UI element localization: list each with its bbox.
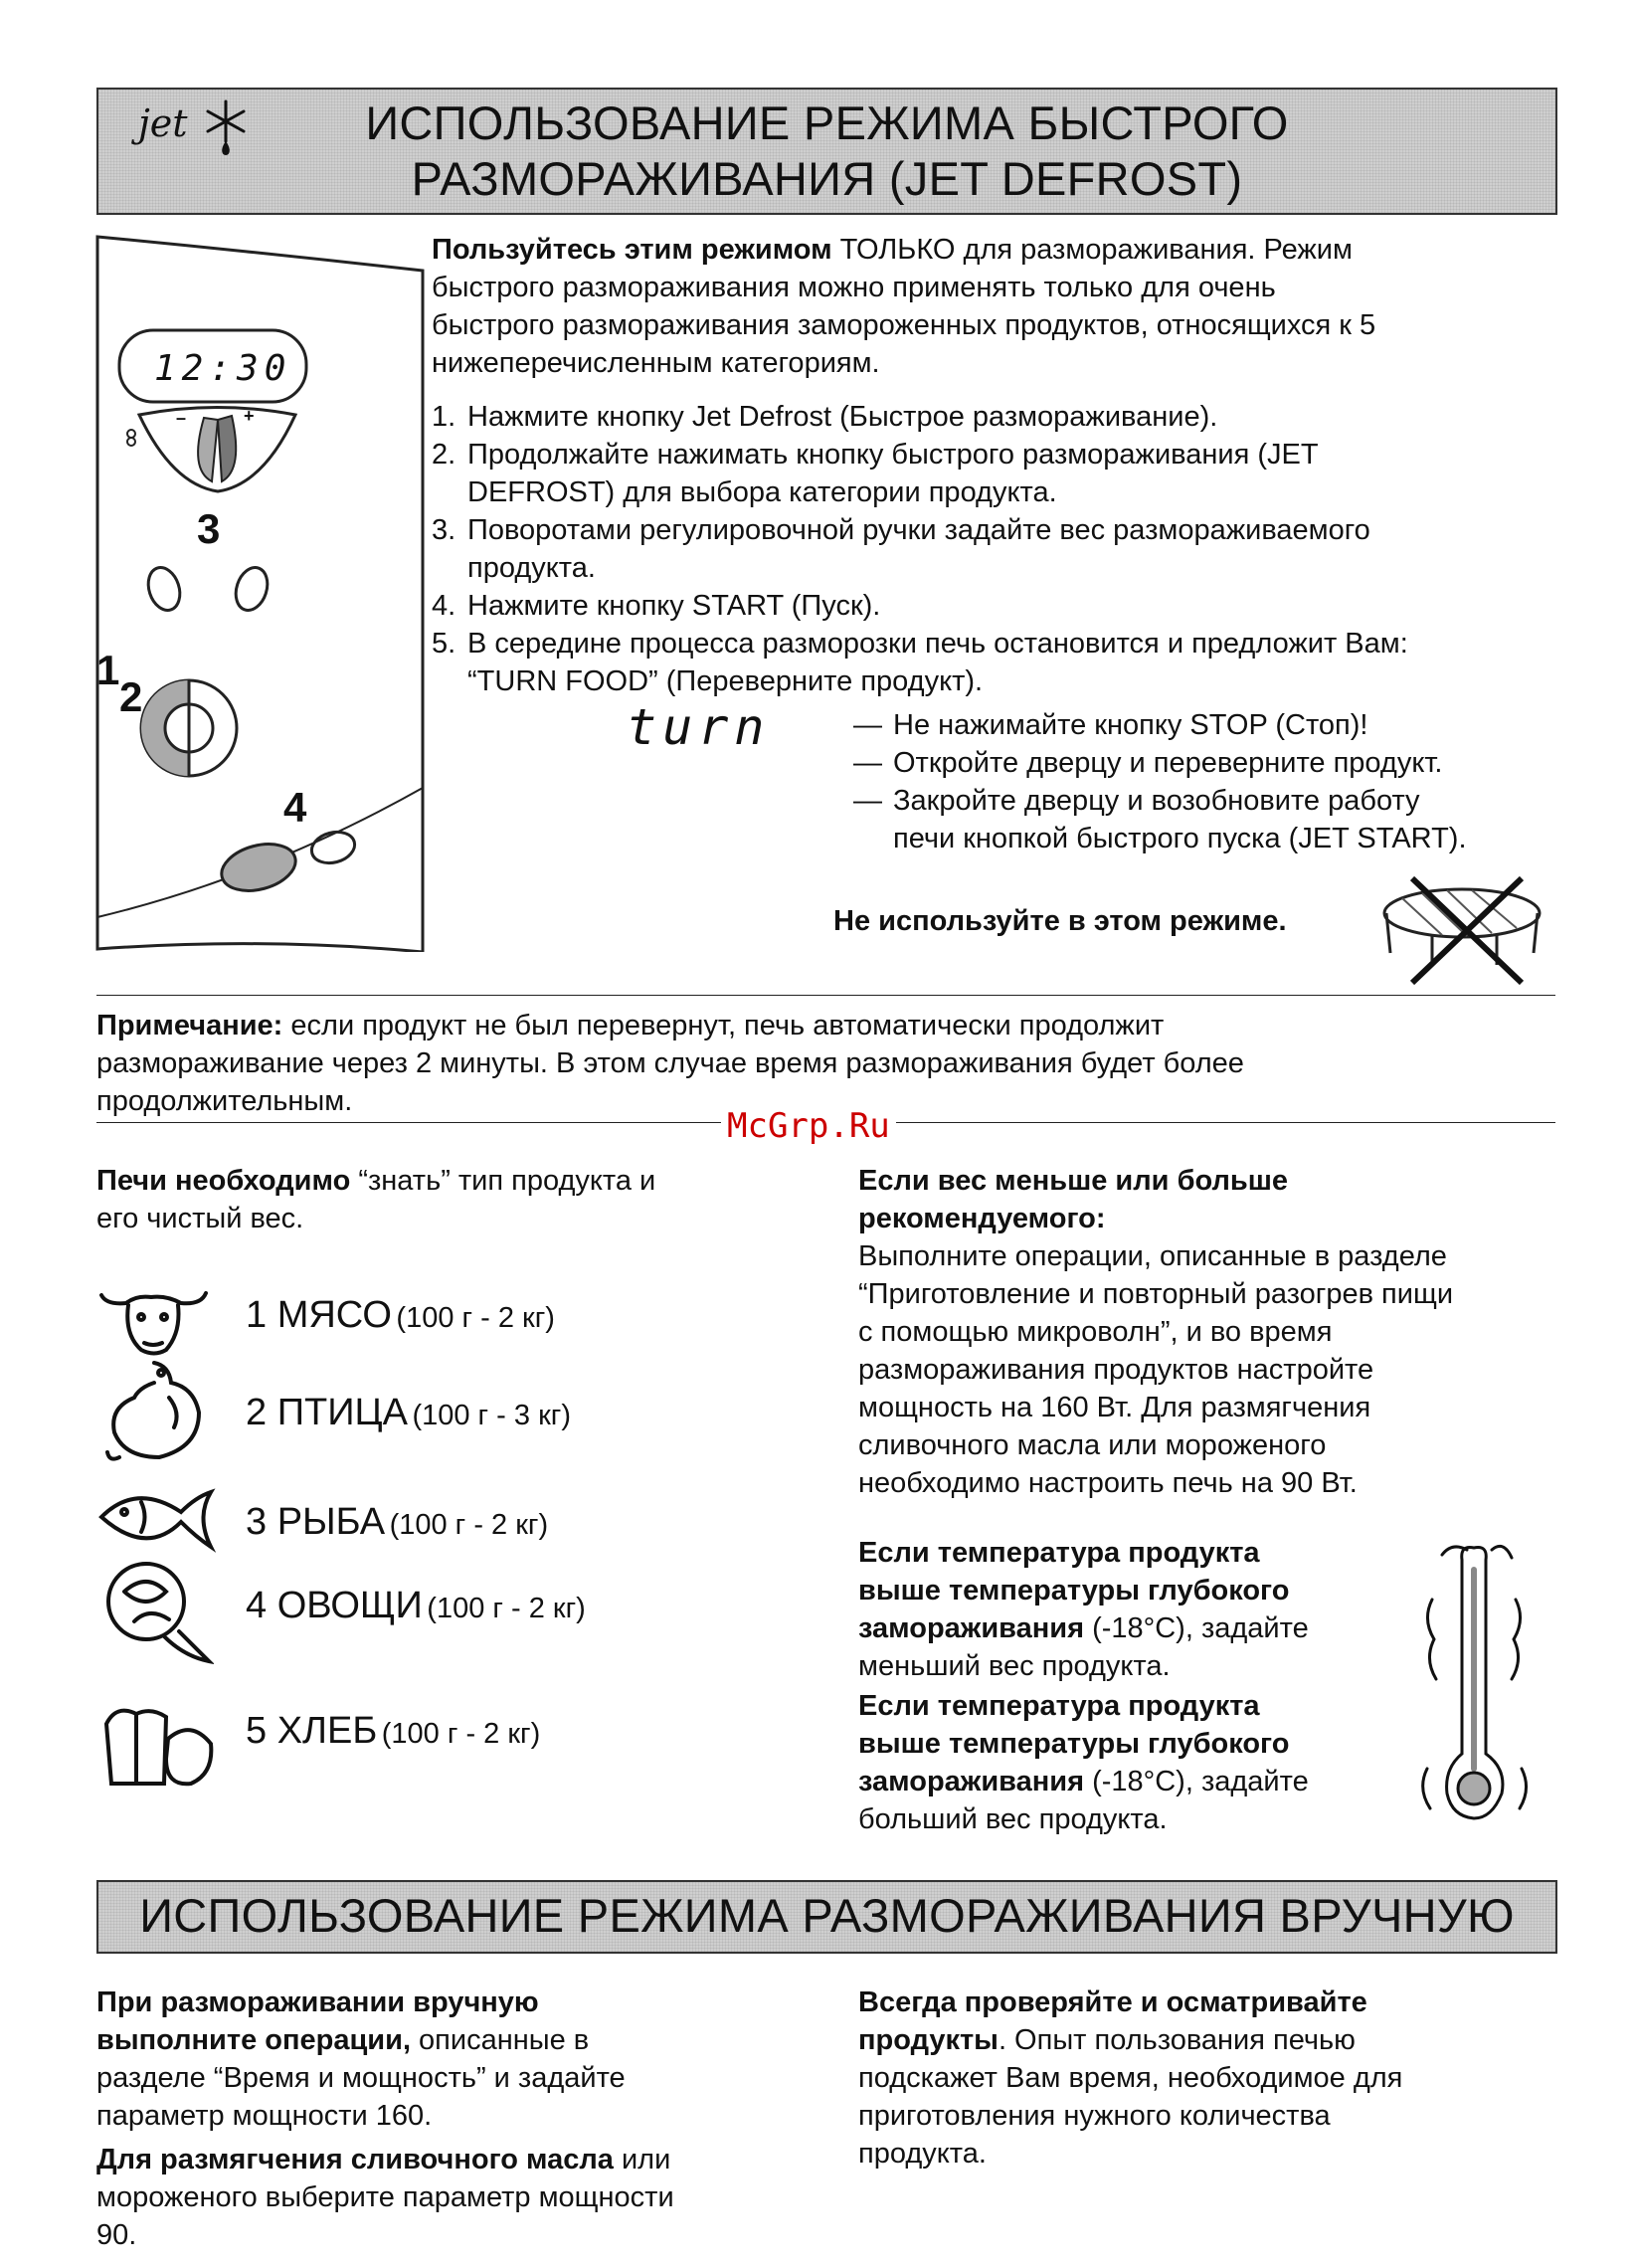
intro-line2: быстрого размораживания можно применять только для очень xyxy=(432,272,1276,303)
step-item xyxy=(432,436,1565,511)
step-text: продукта. xyxy=(467,552,596,584)
step-number: 1. xyxy=(432,401,456,433)
category-range: (100 г - 2 кг) xyxy=(381,1718,541,1750)
page-title-line2: РАЗМОРАЖИВАНИЯ (JET DEFROST) xyxy=(411,152,1243,205)
turn-action-text: Не нажимайте кнопку STOP (Стоп)! xyxy=(893,709,1368,741)
dial-plus: + xyxy=(244,406,255,426)
manual-left1-l3: разделе “Время и мощность” и задайте xyxy=(96,2062,626,2094)
manual-left xyxy=(96,1984,793,2254)
intro-bold: Пользуйтесь этим режимом xyxy=(432,234,832,266)
manual-right-l3: подскажет Вам время, необходимое для xyxy=(858,2062,1403,2094)
vegetables-icon xyxy=(94,1552,214,1671)
manual-left1-b1: При размораживании вручную xyxy=(96,1986,539,2018)
category-item xyxy=(246,1584,586,1627)
cow-icon xyxy=(96,1275,211,1360)
temp2-b1: Если температура продукта xyxy=(858,1690,1260,1722)
manual-right-b1: Всегда проверяйте и осматривайте xyxy=(858,1986,1367,2018)
intro-line4: нижеперечисленным категориям. xyxy=(432,347,880,379)
temp2-b2: выше температуры глубокого xyxy=(858,1728,1290,1760)
step-text: Поворотами регулировочной ручки задайте вес размораживаемого xyxy=(467,514,1370,546)
manual-left2-b: Для размягчения сливочного масла xyxy=(96,2144,614,2175)
turn-display: turn xyxy=(627,698,771,756)
temp-paragraph-2 xyxy=(858,1687,1395,1838)
category-range: (100 г - 2 кг) xyxy=(389,1509,549,1541)
step-text: Нажмите кнопку START (Пуск). xyxy=(467,590,881,622)
manual-left1-r2: описанные в xyxy=(411,2024,590,2056)
manual-left1-l4: параметр мощности 160. xyxy=(96,2100,433,2132)
know-line2: его чистый вес. xyxy=(96,1203,304,1234)
callout-4: 4 xyxy=(283,784,307,831)
step-number: 3. xyxy=(432,514,456,546)
steps-list xyxy=(432,398,1565,700)
fish-icon xyxy=(96,1477,216,1557)
step-item xyxy=(432,587,1565,625)
manual-right xyxy=(858,1984,1554,2173)
temp2-l4: больший вес продукта. xyxy=(858,1803,1168,1835)
turn-action-text: Закройте дверцу и возобновите работу xyxy=(893,785,1420,817)
header-band xyxy=(96,88,1557,215)
temp1-l4: меньший вес продукта. xyxy=(858,1650,1171,1682)
step-number: 5. xyxy=(432,628,456,660)
turn-action-text: печи кнопкой быстрого пуска (JET START). xyxy=(893,823,1467,854)
weight-lines xyxy=(858,1237,1554,1502)
category-item xyxy=(246,1709,540,1753)
turn-action-text: Откройте дверцу и переверните продукт. xyxy=(893,747,1443,779)
note-paragraph xyxy=(96,1007,1555,1120)
category-range: (100 г - 3 кг) xyxy=(412,1400,571,1431)
callout-2: 2 xyxy=(119,673,143,720)
manual-left2-r: или xyxy=(613,2144,671,2175)
weight-line: Выполните операции, описанные в разделе xyxy=(858,1240,1447,1272)
category-label: 4 ОВОЩИ xyxy=(246,1585,423,1626)
weight-line: с помощью микроволн”, и во время xyxy=(858,1316,1333,1348)
chicken-icon xyxy=(99,1358,214,1467)
category-label: 2 ПТИЦА xyxy=(246,1392,408,1433)
manual-right-b2: продукты xyxy=(858,2024,999,2056)
manual-left2-l3: 90. xyxy=(96,2219,137,2251)
jet-logo-text: jet xyxy=(138,101,188,145)
temp1-b1: Если температура продукта xyxy=(858,1537,1260,1569)
dash-marker: — xyxy=(853,785,882,817)
manual-right-l5: продукта. xyxy=(858,2138,987,2170)
know-paragraph xyxy=(96,1162,793,1237)
step-text: “TURN FOOD” (Переверните продукт). xyxy=(467,665,984,697)
weight-line: мощность на 160 Вт. Для размягчения xyxy=(858,1392,1371,1423)
manual-title: ИСПОЛЬЗОВАНИЕ РЕЖИМА РАЗМОРАЖИВАНИЯ ВРУЧНУЮ xyxy=(139,1889,1515,1942)
dash-marker: — xyxy=(853,709,882,741)
no-rack-warning: Не используйте в этом режиме. xyxy=(833,905,1287,937)
weight-line: “Приготовление и повторный разогрев пищи xyxy=(858,1278,1454,1310)
watermark: McGrp.Ru xyxy=(721,1106,896,1146)
note-line1: если продукт не был перевернут, печь автоматически продолжит xyxy=(282,1010,1165,1041)
turn-actions xyxy=(853,706,1569,857)
turn-action-item xyxy=(853,744,1569,782)
manual-right-l4: приготовления нужного количества xyxy=(858,2100,1331,2132)
step-item xyxy=(432,511,1565,587)
know-line1: “знать” тип продукта и xyxy=(350,1165,656,1197)
manual-left1-b2: выполните операции, xyxy=(96,2024,411,2056)
temp2-b3: замораживания xyxy=(858,1766,1085,1797)
category-range: (100 г - 2 кг) xyxy=(427,1593,586,1624)
bread-icon xyxy=(96,1699,216,1794)
weight-section xyxy=(858,1162,1554,1502)
category-range: (100 г - 2 кг) xyxy=(396,1302,555,1334)
category-label: 3 РЫБА xyxy=(246,1501,386,1543)
note-line3: продолжительным. xyxy=(96,1085,353,1117)
step-text: Нажмите кнопку Jet Defrost (Быстрое размораживание). xyxy=(467,401,1218,433)
temp1-b3: замораживания xyxy=(858,1612,1085,1644)
manual-right-r2: . Опыт пользования печью xyxy=(998,2024,1356,2056)
note-line2: размораживание через 2 минуты. В этом случае время размораживания будет более xyxy=(96,1047,1244,1079)
dash-marker: — xyxy=(853,747,882,779)
intro-line1: ТОЛЬКО для размораживания. Режим xyxy=(831,234,1353,266)
weight-line: сливочного масла или мороженого xyxy=(858,1429,1327,1461)
category-label: 5 ХЛЕБ xyxy=(246,1710,378,1752)
know-bold: Печи необходимо xyxy=(96,1165,351,1197)
intro-line3: быстрого размораживания замороженных продуктов, относящихся к 5 xyxy=(432,309,1376,341)
weight-heading1: Если вес меньше или больше xyxy=(858,1165,1289,1197)
note-top-rule xyxy=(96,995,1555,996)
callout-1: 1 xyxy=(96,647,120,693)
turn-action-item xyxy=(853,706,1569,744)
step-item xyxy=(432,398,1565,436)
intro-paragraph xyxy=(432,231,1555,382)
panel-display-time: 12:30 xyxy=(154,348,292,389)
step-text: В середине процесса разморозки печь остановится и предложит Вам: xyxy=(467,628,1408,660)
note-bold: Примечание: xyxy=(96,1010,283,1041)
weight-heading2: рекомендуемого: xyxy=(858,1203,1106,1234)
weight-line: размораживания продуктов настройте xyxy=(858,1354,1374,1386)
temp1-r3: (-18°C), задайте xyxy=(1084,1612,1309,1644)
step-text: Продолжайте нажимать кнопку быстрого размораживания (JET xyxy=(467,439,1319,471)
step-number: 2. xyxy=(432,439,456,471)
turn-action-item xyxy=(853,782,1569,857)
thermometer-icon xyxy=(1412,1540,1542,1828)
weight-line: необходимо настроить печь на 90 Вт. xyxy=(858,1467,1358,1499)
category-item xyxy=(246,1293,555,1337)
crossed-rack-icon xyxy=(1372,873,1551,988)
dial-minus: – xyxy=(176,408,187,428)
category-label: 1 МЯСО xyxy=(246,1294,392,1336)
panel-outline xyxy=(94,231,428,952)
temp2-r3: (-18°C), задайте xyxy=(1084,1766,1309,1797)
page-title-line1: ИСПОЛЬЗОВАНИЕ РЕЖИМА БЫСТРОГО xyxy=(365,96,1289,149)
callout-3: 3 xyxy=(197,505,221,552)
step-item xyxy=(432,625,1565,700)
manual-band xyxy=(96,1880,1557,1954)
category-item xyxy=(246,1391,571,1434)
temp1-b2: выше температуры глубокого xyxy=(858,1575,1290,1606)
step-text: DEFROST) для выбора категории продукта. xyxy=(467,476,1057,508)
manual-left2-l2: мороженого выберите параметр мощности xyxy=(96,2181,674,2213)
step-number: 4. xyxy=(432,590,456,622)
category-item xyxy=(246,1500,548,1544)
temp-paragraph-1 xyxy=(858,1534,1395,1685)
control-panel-illustration xyxy=(94,231,428,952)
